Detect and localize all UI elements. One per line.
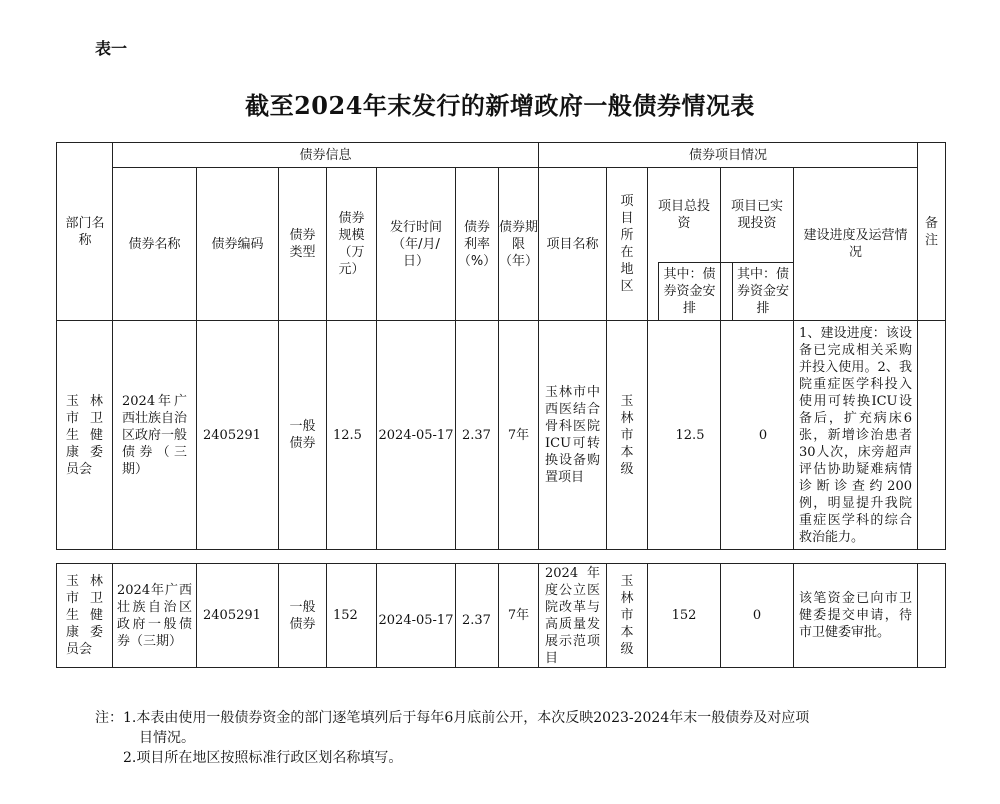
header-bond-name: 债券名称 xyxy=(128,236,181,252)
row2-scale: 152 xyxy=(333,608,358,623)
header-rate: 债券利率（%） xyxy=(457,219,497,269)
row1-rate: 2.37 xyxy=(462,427,491,443)
header-progress: 建设进度及运营情况 xyxy=(803,228,908,260)
header-remark: 备注 xyxy=(924,215,938,248)
header-of-which-total: 其中：债券资金安排 xyxy=(663,267,716,316)
note-line-1-cont: 目情况。 xyxy=(139,730,195,746)
row1-total-invest: 12.5 xyxy=(675,427,705,443)
header-bond-scale: 债券规模（万元） xyxy=(338,211,365,277)
row2-term: 7年 xyxy=(507,608,530,623)
row1-bond-type: 一般债券 xyxy=(289,419,316,451)
row1-bond-code: 2405291 xyxy=(203,427,261,443)
row1-realized-invest: 0 xyxy=(758,427,768,443)
row1-dept: 玉林市卫生健康委员会 xyxy=(66,393,103,477)
header-of-which-realized: 其中：债券资金安排 xyxy=(736,267,789,316)
header-issue-date: 发行时间（年/月/日） xyxy=(389,219,442,269)
row1-region: 玉林市本级 xyxy=(620,393,634,477)
row1-progress: 1、建设进度：该设备已完成相关采购并投入使用。2、我院重症医学科投入使用可转换ICU设备后，扩充病床6张，新增诊治患者30人次，床旁超声评估协助疑难病情诊断诊查约200例，明显提升我院重症医学科的综合救治能力。 xyxy=(799,325,912,545)
row2-project-name: 2024年度公立医院改革与高质量发展示范项目 xyxy=(545,565,600,666)
header-term: 债券期限（年） xyxy=(499,219,539,269)
row2-total-invest: 152 xyxy=(671,608,697,623)
row2-region: 玉林市本级 xyxy=(620,574,634,657)
table-label: 表一 xyxy=(95,39,128,58)
row1-bond-name: 2024年广西壮族自治区政府一般债券（三期） xyxy=(122,393,188,477)
row2-rate: 2.37 xyxy=(462,613,491,628)
row2-issue-date: 2024-05-17 xyxy=(378,613,454,628)
row2-progress: 该笔资金已向市卫健委提交申请，待市卫健委审批。 xyxy=(799,591,912,640)
note-line-2: 2.项目所在地区按照标准行政区划名称填写。 xyxy=(123,750,403,766)
header-bond-info: 债券信息 xyxy=(299,147,352,163)
notes xyxy=(95,708,955,768)
note-line-1: 注：1.本表由使用一般债券资金的部门逐笔填列后于每年6月底前公开，本次反映2023-2024年末一般债券及对应项 xyxy=(95,710,810,726)
header-project-name: 项目名称 xyxy=(546,236,599,252)
header-bond-type: 债券类型 xyxy=(289,228,316,260)
header-project-info: 债券项目情况 xyxy=(688,147,767,163)
row2-bond-name: 2024年广西壮族自治区政府一般债券（三期） xyxy=(117,582,192,649)
row1-term: 7年 xyxy=(507,427,530,443)
header-realized-invest: 项目已实现投资 xyxy=(730,199,783,231)
row2-bond-type: 一般债券 xyxy=(289,599,316,632)
document-title: 截至2024年末发行的新增政府一般债券情况表 xyxy=(245,91,755,120)
header-dept: 部门名称 xyxy=(65,215,105,248)
row2-realized-invest: 0 xyxy=(752,608,762,623)
header-bond-code: 债券编码 xyxy=(211,236,264,252)
row2-bond-code: 2405291 xyxy=(203,608,261,623)
row1-issue-date: 2024-05-17 xyxy=(378,427,454,443)
row1-scale: 12.5 xyxy=(333,427,362,443)
header-project-region: 项目所在地区 xyxy=(620,194,634,294)
header-total-invest: 项目总投资 xyxy=(657,199,710,231)
row2-dept: 玉林市卫生健康委员会 xyxy=(66,574,103,657)
row1-project-name: 玉林市中西医结合骨科医院ICU可转换设备购置项目 xyxy=(545,385,600,485)
